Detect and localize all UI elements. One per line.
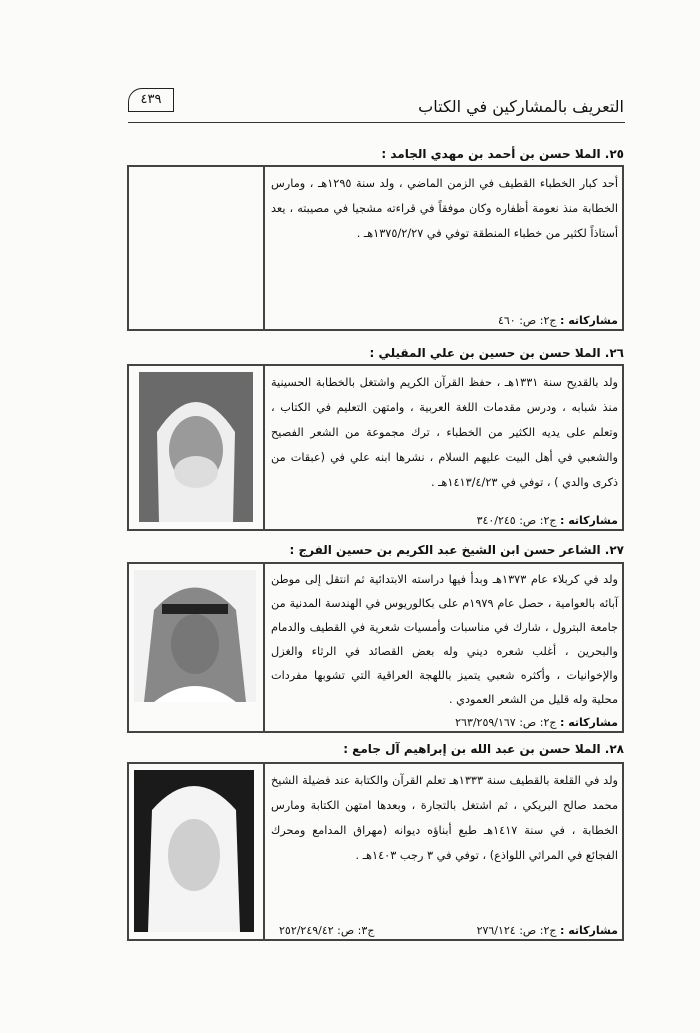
entry-text: ولد في كربلاء عام ١٣٧٣هـ وبدأ فيها دراسته الابتدائية ثم انتقل إلى موطن آبائه بالعوامية ، حصل عام ١٩٧٩م على بكالوريوس في الهندسة المدنية من جامعة البترول ، شارك في مناسبات وأمسيات شعرية في القطيف والدمام والبحرين ، أغلب شعره ديني وله بعض القصائد في الرثاء والغزل والإخوانيات ، وأكثره شعبي يتميز باللهجة العراقية التي تشوبها مفردات محلية وله قليل من الشعر العمودي . [271,573,618,706]
entry-box [127,762,624,941]
entry-text: ولد في القلعة بالقطيف سنة ١٣٣٣هـ تعلم القرآن والكتابة عند فضيلة الشيخ محمد صالح البريكي ، ثم اشتغل بالتجارة ، وبعدها امتهن الكتابة ومارس الخطابة ، في سنة ١٤١٧هـ طبع أبناؤه ديوانه (مهراق المدامع ومحرك الفجائع في المراثي اللواذع) ، توفي في ٣ رجب ١٤٠٣هـ . [271,774,619,862]
entry-refs [498,314,618,327]
refs-value: ج٢: ص: ٤٦٠ [497,314,557,327]
refs-value: ج٢: ص: ٣٤٠/٢٤٥ [476,514,557,527]
running-header: التعريف بالمشاركين في الكتاب [418,97,624,116]
entry-box [127,165,624,331]
entry-refs [455,716,618,729]
entry-refs [477,514,618,527]
portrait-photo [129,564,265,731]
entry-title: ٢٥. الملا حسن بن أحمد بن مهدي الجامد : [381,147,624,161]
portrait-image [139,372,253,522]
refs-value: ج٢: ص: ٢٦٣/٢٥٩/١٦٧ [455,716,557,729]
portrait-photo [129,764,265,939]
refs-value: ج٢: ص: ٢٧٦/١٢٤ [476,924,557,937]
refs-label: مشاركاته : [559,314,618,327]
entry-text: ولد بالقديح سنة ١٣٣١هـ ، حفظ القرآن الكريم واشتغل بالخطابة الحسينية منذ شبابه ، ودرس مقدمات اللغة العربية ، وامتهن التعليم في الكتاب ، وتعلم على يديه الكثير من الخطباء ، ترك مجموعة من الشعر الفصيح والشعبي في أهل البيت عليهم السلام ، نشرها ابنه علي في (عبقات من ذكرى والدي ) ، توفي في ١٤١٣/٤/٢٣هـ . [271,376,618,489]
entry-text: أحد كبار الخطباء القطيف في الزمن الماضي ، ولد سنة ١٢٩٥هـ ، ومارس الخطابة منذ نعومة أظفاره وكان موفقاً في قراءته مشجيا في مصيبته ، يعد أستاذاً لكثير من خطباء المنطقة توفي في ١٣٧٥/٢/٢٧هـ . [271,177,618,240]
refs-label: مشاركاته : [559,716,618,729]
empty-photo-cell [129,167,265,329]
entry-refs [477,924,618,937]
portrait-photo [129,366,265,529]
header-divider [128,122,625,123]
entry-title: ٢٨. الملا حسن بن عبد الله بن إبراهيم آل جامع : [343,742,624,756]
entry-title: ٢٦. الملا حسن بن حسين بن علي المقيلي : [369,346,624,360]
refs-label: مشاركاته : [559,514,618,527]
entry-title: ٢٧. الشاعر حسن ابن الشيخ عبد الكريم بن حسين الفرج : [289,543,624,557]
refs-label: مشاركاته : [559,924,618,937]
entry-refs-secondary: ج٣: ص: ٢٥٢/٢٤٩/٤٢ [279,924,375,937]
page-number: ٤٣٩ [128,88,174,112]
portrait-image [134,570,256,702]
entry-box [127,364,624,531]
entry-box [127,562,624,733]
portrait-image [134,770,254,932]
